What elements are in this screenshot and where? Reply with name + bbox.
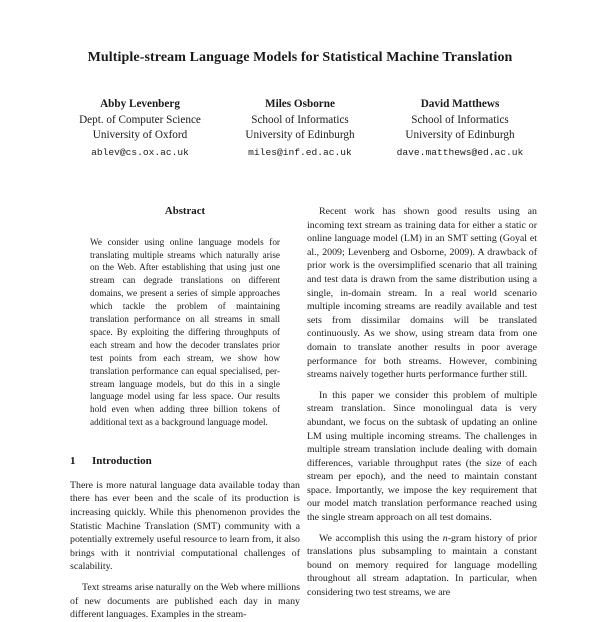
author-institution: University of Edinburgh [405,129,515,141]
author-email: miles@inf.ed.ac.uk [248,146,352,158]
author-affiliation: Dept. of Computer Science [79,113,201,126]
author-affiliation: School of Informatics [411,113,509,126]
abstract-text: We consider using online language models for translating multiple streams which naturally arise on the Web. After establishing that using just one stream can degrade translations on different domains, we present a series of simple approaches which tackle the problem of maintaining translation performance on all streams in small space. By exploiting the differing throughputs of each stream and how the decoder translates prior test points from each stream, we show how translation performance can equal specialised, per-stream language models, but do this in a single language model using far less space. Our results hold even when adding three billion tokens of additional text as a background language model. [90,236,280,428]
math-variable-n: n [442,532,448,544]
intro-paragraph-1: There is more natural language data available today than there has ever been and the scale of its production is increasing quickly. While this phenomenon provides the Statistic Machine Translation (SMT) community with a potentially extremely useful resource to learn from, it also brings with it nontrivial computational challenges of scalability. [70,479,300,573]
author-name: David Matthews [420,98,500,110]
author-block [60,97,540,160]
section-title: Introduction [92,455,152,468]
body-paragraph-2: In this paper we consider this problem of multiple stream translation. Since monolingual data is very abundant, we focus on the subtask of updating an online LM using multiple incoming streams. The challenges in multiple stream translation include dealing with domain differences, variable throughput rates (the size of each stream per epoch), and the need to maintain constant space. Importantly, we impose the key requirement that our model match translation performance reached using the single stream approach on all test domains. [307,389,537,524]
section-number: 1 [70,455,76,468]
left-column [70,205,300,622]
author-email: dave.matthews@ed.ac.uk [396,146,524,158]
author-name: Miles Osborne [265,98,335,110]
author-name: Abby Levenberg [100,98,180,110]
author-institution: University of Edinburgh [245,129,355,141]
right-column [307,205,537,600]
author-3 [380,97,540,160]
paper-title: Multiple-stream Language Models for Statistical Machine Translation [87,50,513,65]
body-paragraph-3 [307,532,537,600]
author-1 [60,97,220,160]
abstract-heading: Abstract [164,205,206,217]
paragraph-text-rest: -gram history of prior translations plus subsampling to maintain a constant bound on memory required for language modelling throughout all stream adaptation. In particular, when considering two test streams, we are [307,532,537,599]
author-email: ablev@cs.ox.ac.uk [91,146,189,158]
intro-paragraph-2: Text streams arise naturally on the Web where millions of new documents are published each day in many different languages. Examples in the stream- [70,581,300,621]
author-affiliation: School of Informatics [251,113,349,126]
body-paragraph-1: Recent work has shown good results using an incoming text stream as training data for either a static or online language model (LM) in an SMT setting (Goyal et al., 2009; Levenberg and Osborne, 2009). A drawback of prior work is the oversimplified scenario that all training and test data is drawn from the same distribution using a single, in-domain stream. In a real world scenario multiple incoming streams are readily available and test sets from dissimilar domains will be translated continuously. As we show, using stream data from one domain to translate another results in poor average performance for both streams. However, combining streams naively together hurts performance further still. [307,206,537,381]
author-2 [220,97,380,160]
section-heading-introduction [70,455,300,469]
author-institution: University of Oxford [92,129,188,141]
paragraph-text-start: We accomplish this using the [319,532,443,544]
